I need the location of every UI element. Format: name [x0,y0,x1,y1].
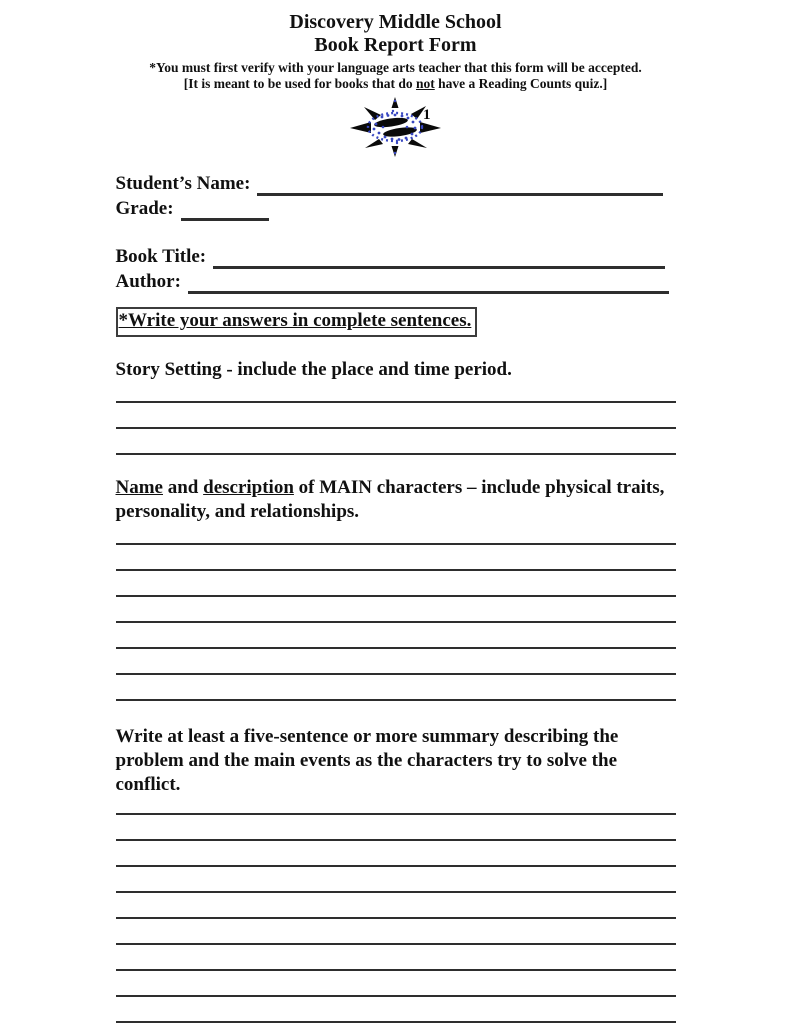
note-suffix: have a Reading Counts quiz.] [434,76,608,91]
answer-line[interactable] [116,675,676,701]
characters-heading-text-2: of MAIN characters – include physical traits, personality, and relationships. [115,477,665,522]
logo-container [0,97,791,159]
form-header [0,0,791,92]
student-name-field-row [116,171,676,196]
reading-counts-note [0,76,791,92]
school-name-title: Discovery Middle School [289,11,502,33]
form-title: Book Report Form [314,34,477,56]
compass-star-logo-icon [349,97,443,157]
answer-line[interactable] [116,841,676,867]
answer-line[interactable] [116,971,676,997]
answer-line[interactable] [116,893,676,919]
characters-heading [116,476,676,524]
answer-line[interactable] [116,649,676,675]
author-fill-line[interactable] [188,271,669,294]
answer-line[interactable] [116,545,676,571]
answer-line[interactable] [116,815,676,841]
answer-line[interactable] [116,797,676,815]
answer-line[interactable] [116,597,676,623]
student-name-label: Student’s Name: [115,173,251,194]
book-title-field-row [116,244,676,269]
summary-heading: Write at least a five-sentence or more summary describing the problem and the main events as the characters try to solve the conflict. [115,726,619,795]
answer-line[interactable] [116,997,676,1023]
instruction-box [116,307,478,337]
summary-answer-lines [116,797,676,1023]
answer-line[interactable] [116,403,676,429]
characters-heading-underline-2: description [203,477,294,498]
note-underlined-word: not [415,76,435,91]
answer-line[interactable] [116,382,676,403]
student-name-fill-line[interactable] [257,173,662,196]
note-prefix: [It is meant to be used for books that do [183,76,416,91]
verify-note: *You must first verify with your language arts teacher that this form will be accepted. [149,60,642,75]
story-setting-answer-lines [116,382,676,455]
characters-heading-text-1: and [162,477,204,498]
instruction-text: *Write your answers in complete sentences. [118,310,472,331]
book-title-fill-line[interactable] [213,246,664,269]
grade-label: Grade: [115,198,174,219]
story-setting-heading: Story Setting - include the place and time period. [115,359,512,380]
svg-text:1: 1 [422,107,430,123]
author-field-row [116,269,676,294]
answer-line[interactable] [116,524,676,545]
answer-line[interactable] [116,571,676,597]
answer-line[interactable] [116,867,676,893]
author-label: Author: [115,271,181,292]
form-body [116,171,676,1023]
answer-line[interactable] [116,623,676,649]
answer-line[interactable] [116,429,676,455]
characters-heading-underline-1: Name [115,477,163,498]
answer-line[interactable] [116,945,676,971]
book-title-label: Book Title: [115,246,207,267]
grade-fill-line[interactable] [181,198,269,221]
grade-field-row [116,196,676,221]
answer-line[interactable] [116,919,676,945]
characters-answer-lines [116,524,676,701]
